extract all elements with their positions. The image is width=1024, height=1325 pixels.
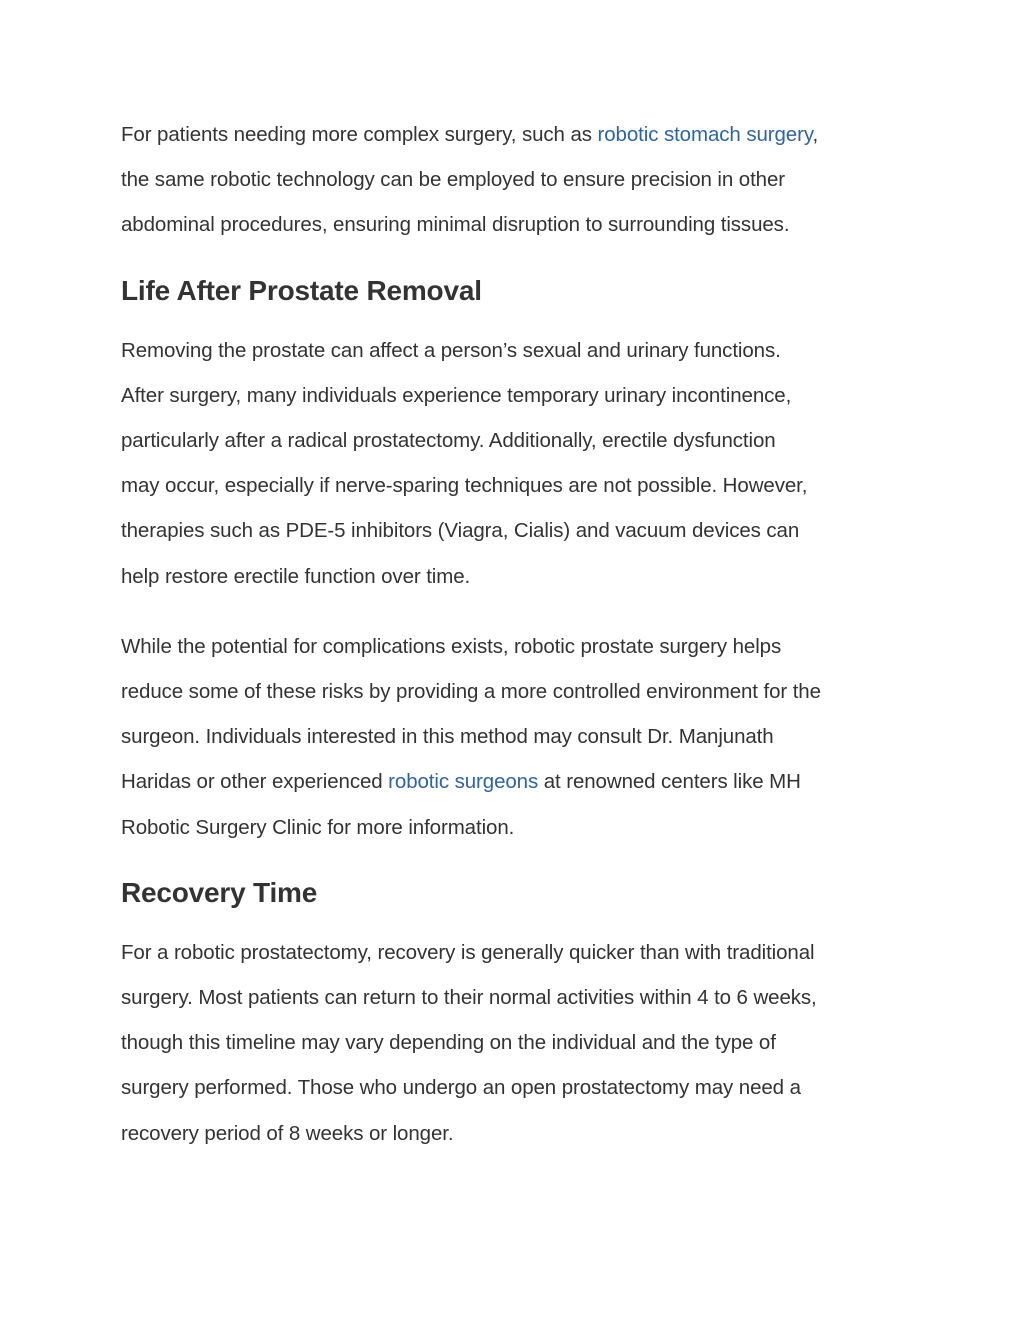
paragraph-recovery [121,930,921,1156]
text-line: Removing the prostate can affect a person’s sexual and urinary functions. [121,338,781,362]
section-heading-recovery-time: Recovery Time [121,876,318,908]
text-line: surgery performed. Those who undergo an open prostatectomy may need a [121,1076,801,1100]
text-line: Haridas or other experienced [121,770,389,794]
section-heading-life-after-prostate-removal: Life After Prostate Removal [121,274,482,306]
text-line: reduce some of these risks by providing a more controlled environment for the [121,680,821,704]
text-line: the same robotic technology can be employed to ensure precision in other [121,168,786,192]
paragraph-complex-surgery [121,112,921,248]
text-line: surgeon. Individuals interested in this method may consult Dr. Manjunath [121,725,774,749]
text-line: Robotic Surgery Clinic for more information. [121,815,515,839]
text-line: For a robotic prostatectomy, recovery is generally quicker than with traditional [121,940,815,964]
text-line: While the potential for complications exists, robotic prostate surgery helps [121,634,782,658]
robotic-surgeons-link[interactable]: robotic surgeons [388,770,539,794]
robotic-stomach-surgery-link[interactable]: robotic stomach surgery [597,123,813,146]
text-line: After surgery, many individuals experience temporary urinary incontinence, [121,383,792,407]
text-line: For patients needing more complex surgery, such as [121,123,598,146]
text-line: at renowned centers like MH [538,770,801,794]
text-line: particularly after a radical prostatectomy. Additionally, erectile dysfunction [121,429,776,453]
text-line: therapies such as PDE-5 inhibitors (Viagra, Cialis) and vacuum devices can [121,519,800,543]
text-line: help restore erectile function over time. [121,564,471,588]
paragraph-complications [121,624,921,850]
text-line: may occur, especially if nerve-sparing techniques are not possible. However, [121,474,808,498]
text-line: though this timeline may vary depending on the individual and the type of [121,1031,776,1055]
document-page [121,112,921,1156]
text-line: recovery period of 8 weeks or longer. [121,1121,454,1145]
text-line: surgery. Most patients can return to their normal activities within 4 to 6 weeks, [121,986,817,1010]
text-line: abdominal procedures, ensuring minimal disruption to surrounding tissues. [121,213,790,237]
text-line: , [812,123,819,146]
paragraph-side-effects [121,328,921,599]
